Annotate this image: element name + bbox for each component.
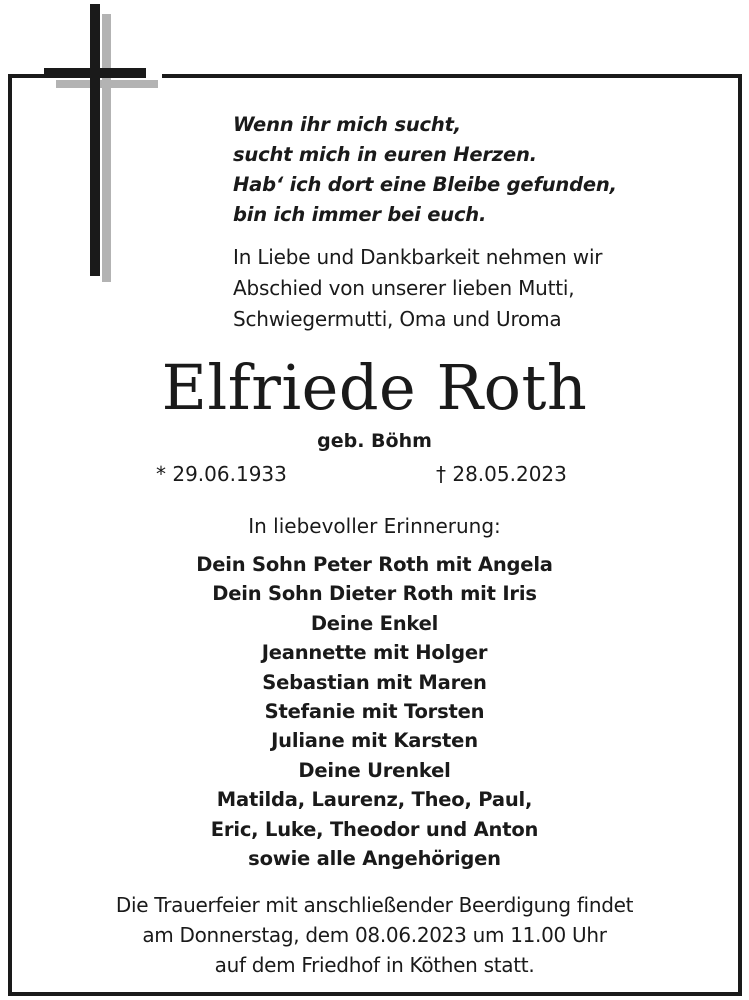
cross-horizontal xyxy=(44,68,146,78)
deceased-name: Elfriede Roth xyxy=(161,351,588,424)
poem-line: bin ich immer bei euch. xyxy=(233,203,487,226)
death-date: † 28.05.2023 xyxy=(436,462,567,486)
frame-top-right-border xyxy=(162,74,742,78)
family-line: Matilda, Laurenz, Theo, Paul, xyxy=(216,788,533,812)
farewell-intro xyxy=(233,242,723,335)
family-line: Deine Urenkel xyxy=(298,758,451,782)
family-line: Jeannette mit Holger xyxy=(261,641,488,665)
memory-heading: In liebevoller Erinnerung: xyxy=(248,514,501,538)
poem-line: Hab‘ ich dort eine Bleibe gefunden, xyxy=(233,173,617,196)
intro-line: Schwiegermutti, Oma und Uroma xyxy=(233,307,562,331)
family-line: Dein Sohn Dieter Roth mit Iris xyxy=(212,582,537,606)
family-line: sowie alle Angehörigen xyxy=(248,847,501,871)
family-line: Deine Enkel xyxy=(310,611,439,635)
funeral-line: Die Trauerfeier mit anschließender Beerdigung findet xyxy=(115,893,634,917)
intro-line: In Liebe und Dankbarkeit nehmen wir xyxy=(233,245,603,269)
cross-vertical xyxy=(90,4,100,276)
cross-shadow-horizontal xyxy=(56,80,158,88)
family-line: Stefanie mit Torsten xyxy=(264,700,485,724)
poem-line: sucht mich in euren Herzen. xyxy=(233,143,537,166)
frame-bottom-border xyxy=(8,992,742,996)
maiden-name: geb. Böhm xyxy=(317,430,432,452)
funeral-line: am Donnerstag, dem 08.06.2023 um 11.00 Uhr xyxy=(142,923,607,947)
poem-verse xyxy=(233,110,713,230)
family-line: Eric, Luke, Theodor und Anton xyxy=(210,817,539,841)
funeral-line: auf dem Friedhof in Köthen statt. xyxy=(214,953,535,977)
cross-icon xyxy=(40,0,170,290)
family-line: Juliane mit Karsten xyxy=(271,729,478,753)
intro-line: Abschied von unserer lieben Mutti, xyxy=(233,276,575,300)
cross-shadow-vertical xyxy=(102,14,111,282)
family-list xyxy=(0,550,749,873)
poem-line: Wenn ihr mich sucht, xyxy=(233,113,461,136)
funeral-info xyxy=(0,890,749,980)
birth-date: * 29.06.1933 xyxy=(156,462,287,486)
family-line: Dein Sohn Peter Roth mit Angela xyxy=(196,553,553,576)
family-line: Sebastian mit Maren xyxy=(262,670,487,694)
